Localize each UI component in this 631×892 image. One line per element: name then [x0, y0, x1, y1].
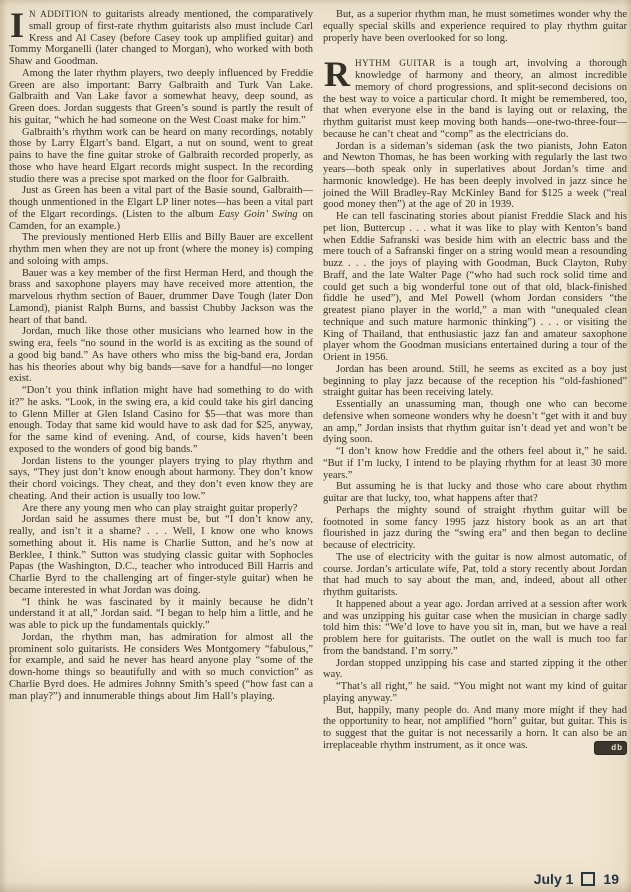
body-text: is a tough art, involving a thorough knowledge of harmony and theory, an almost incredible memory of chord progressions, and split-second decisions on the best way to voice a particular chord. It might be remembered, too, that when everyone else in the band is laying out or relaxing, the rhythm guitarist must keep moving both hands—one-two-three-four—because he can’t cheat and “comp” as the electricians do. [323, 58, 627, 140]
paragraph [323, 9, 627, 44]
paragraph [323, 141, 627, 212]
body-text: Jordan stopped unzipping his case and started zipping it the other way. [323, 657, 627, 681]
body-text: Essentially an unassuming man, though one who can become defensive when someone wonders why he doesn’t “get with it and buy an amp,” Jordan insists that rhythm guitar isn’t dead yet and won’t be dying soon. [323, 399, 627, 446]
body-text: But assuming he is that lucky and those who care about rhythm guitar are that lucky, too, what happens after that? [323, 481, 627, 504]
body-text: Just as Green has been a vital part of the Basie sound, Galbraith—though unmentioned in the Elgart LP liner notes—has been a vital part of the Elgart recordings. (Listen to the album [9, 185, 313, 220]
body-text: Jordan is a sideman’s sideman (ask the two pianists, John Eaton and Newton Thomas, he has been working with regularly the last two years—both speak only in superlatives about Jordan’s time and harmonic knowledge). He has been deeply involved in jazz since he joined the Will Bradley-Ray McKinley Band for $125 a week (“real good money then”) at the age of 20 in 1939. [323, 140, 627, 211]
paragraph [9, 597, 313, 632]
footer-page-number: 19 [603, 871, 619, 887]
body-text: The use of electricity with the guitar is now almost automatic, of course. Jordan’s articulate wife, Pat, told a story recently about Jordan that had much to say about the man, and, indeed, about all other rhythm guitarists. [323, 551, 627, 598]
body-text: It happened about a year ago. Jordan arrived at a session after work and was unzipping his guitar case when the musician in charge sadly told him this: “We’d love to have you sit in, man, but we have a real problem here for guitarists. The outlet on the wall is much too far from the bandstand. I’m sorry.” [323, 598, 627, 657]
body-text: Galbraith’s rhythm work can be heard on many recordings, notably those by Larry Elgart’s band. Elgart, a nut on sound, went to great pains to have the fine guitar stroke of Galbraith recorded properly, as those who have heard Elgart records might suspect. In the recording studio there was a precise spot marked on the floor for Galbraith. [9, 126, 313, 185]
body-text: Jordan, the rhythm man, has admiration for almost all the prominent solo guitarists. He considers Wes Montgomery “fabulous,” for example, and said he never has heard anyone play “some of the down-home things so beautifully and with so much conviction” as Charlie Byrd does. He admires Johnny Smith’s speed (“how fast can a man play?”) and innumerable things about Jim Hall’s playing. [9, 631, 313, 702]
paragraph [323, 211, 627, 364]
body-text: But, as a superior rhythm man, he must sometimes wonder why the equally special skills and experience required to play rhythm guitar properly have been overlooked for so long. [323, 9, 627, 44]
body-text: Perhaps the mighty sound of straight rhythm guitar will be footnoted in some fancy 1995 jazz history book as an art that flourished in jazz during the “swing era” and then began to decline because of electricity. [323, 504, 627, 551]
body-text: Bauer was a key member of the first Herman Herd, and though the brass and saxophone players may have received more attention, the marvelous rhythm section of Bauer, drummer Dave Tough (later Don Lamond), pianist Ralph Burns, and bassist Chubby Jackson was the heart of that band. [9, 267, 313, 326]
album-title-italic: Easy Goin’ Swing [218, 208, 298, 220]
paragraph [323, 681, 627, 705]
paragraph [9, 503, 313, 515]
paragraph [9, 5, 313, 68]
left-column [9, 5, 313, 755]
body-text: on Camden, for an example.) [9, 208, 313, 232]
paragraph [9, 232, 313, 267]
body-text: Jordan said he assumes there must be, but “I don’t know any, really, and isn’t it a shame? . . . Well, I know one who knows something about it. His name is Charlie Sutton, and he’s now at Berklee, I think.” Sutton was studying classic guitar with Sophocles Papas (the Washington, D.C., teacher who introduced Bill Harris and Charlie Byrd to the challenging art of finger-style guitar) when he became interested in what Jordan was doing. [9, 514, 313, 596]
paragraph [9, 514, 313, 596]
body-text: Are there any young men who can play straight guitar properly? [22, 502, 298, 514]
paragraph [9, 127, 313, 186]
page-footer [534, 871, 619, 887]
right-column [323, 9, 627, 755]
body-text: Among the later rhythm players, two deeply influenced by Freddie Green are also important: Barry Galbraith and Turk Van Lake. Galbraith and Van Lake favor a somewhat heavy, deep sound, as Green does. Jordan suggests that Green’s sound is partly the result of his guitar, “which he had someone on the West Coast make for him.” [9, 67, 313, 126]
body-text: Jordan, much like those other musicians who learned how in the swing era, feels “no sound in the world is as exciting as the sound of a good big band.” As have others who miss the big-band era, Jordan has his theories about why big bands—save for a handful—no longer exist. [9, 326, 313, 385]
checkbox-square-icon [581, 872, 595, 886]
body-text: Jordan listens to the younger players trying to play rhythm and says, “They just don’t know enough about harmony. They don’t know their chord voicings. They cheat, and they don’t even know they are cheating. And their action is usually too low.” [9, 455, 313, 502]
paragraph [323, 399, 627, 446]
drop-cap-letter: R [324, 54, 350, 95]
body-text: to guitarists already mentioned, the comparatively small group of first-rate rhythm guitarists also must include Carl Kress and Al Casey (before Casey took up amplified guitar) and Tommy Morganelli (later changed to Morgan), who worked with both Shaw and Goodman. [9, 9, 313, 67]
body-text: “I think he was fascinated by it mainly because he didn’t understand it at all,” Jordan said. “I began to help him a little, and he was able to pick up the fundamentals quickly.” [9, 596, 313, 631]
paragraph [323, 599, 627, 658]
downbeat-logo-icon: db [594, 741, 627, 755]
body-text: But, happily, many people do. And many more might if they had the opportunity to hear, not amplified “horn” guitar, but guitar. This is to suggest that the guitar is not necessarily a horn. It can also be an irreplaceable rhythm instrument, as it once was. [323, 704, 627, 751]
paragraph [9, 632, 313, 703]
paragraph [323, 481, 627, 505]
paragraph [323, 552, 627, 599]
paragraph [9, 185, 313, 232]
paragraph [9, 268, 313, 327]
paragraph [323, 54, 627, 140]
paragraph [9, 68, 313, 127]
body-text: “That’s all right,” he said. “You might not want my kind of guitar playing anyway.” [323, 681, 627, 704]
body-text: “I don’t know how Freddie and the others feel about it,” he said. “But if I’m lucky, I intend to be playing rhythm for at least 30 more years.” [323, 446, 627, 481]
paragraph [9, 456, 313, 503]
small-caps-lead: HYTHM GUITAR [355, 58, 436, 69]
paragraph [9, 385, 313, 456]
paragraph [323, 705, 627, 752]
body-text: He can tell fascinating stories about pianist Freddie Slack and his pet lion, Buttercup . . . what it was like to play with Kenton’s band when Eddie Safranski was beside him with an electric bass and the mere touch of a Safranski finger on a string would mean a resounding buzz . . . the joys of playing with Goodman, Buck Clayton, Ruby Braff, and the late Walter Page (“who had such rock solid time and could get such a big wonderful tone out of that old, black-finished fiddle he used”), and Mel Powell (whom Jordan considers “the greatest piano player in the world,” a man with “unequaled clean technique and such mature harmonic thinking”) . . . or visiting the King of Thailand, that enthusiastic jazz fan and amateur saxophone player whom the Goodman musicians entertained during a tour of the Orient in 1956. [323, 211, 627, 363]
paragraph [323, 364, 627, 399]
paragraph [323, 658, 627, 682]
body-text: The previously mentioned Herb Ellis and Billy Bauer are excellent rhythm men when they are not up front (where the money is) comping and soloing with amps. [9, 232, 313, 267]
footer-date: July 1 [533, 871, 574, 887]
drop-cap-letter: I [10, 5, 25, 45]
paragraph [323, 446, 627, 481]
article-body [9, 5, 627, 755]
small-caps-lead: N ADDITION [29, 9, 89, 19]
body-text: “Don’t you think inflation might have had something to do with it?” he asks. “Look, in the swing era, a kid could take his girl dancing to Glenn Miller at Glen Island Casino for $5—that was more than enough. Today that same kid would have to ask dad for $25, anyway, for the same kind of evening. And, of course, kids haven’t been exposed to the wonders of good big bands.” [9, 385, 313, 455]
paragraph [9, 326, 313, 385]
body-text: Jordan has been around. Still, he seems as excited as a boy just beginning to play jazz because of the reception his “old-fashioned” straight guitar has been receiving lately. [323, 363, 627, 399]
paragraph [323, 505, 627, 552]
